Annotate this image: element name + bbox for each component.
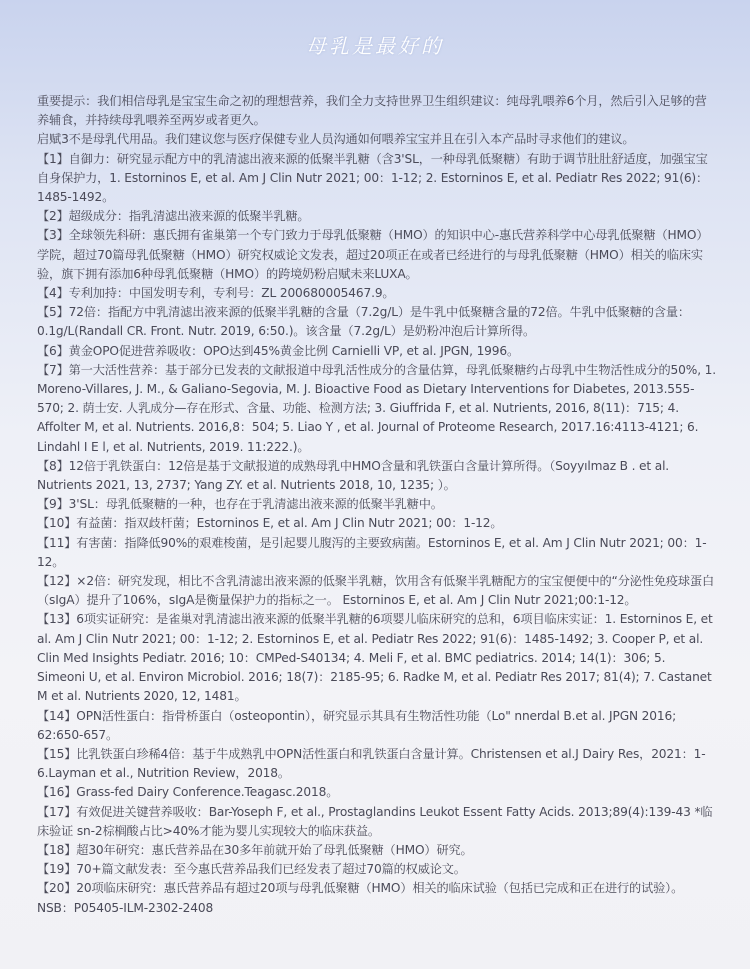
disclaimer-text-block <box>37 92 717 918</box>
footnote-16: 【16】Grass-fed Dairy Conference.Teagasc.2018。 <box>37 785 339 800</box>
footnote-18: 【18】超30年研究：惠氏营养品在30多年前就开始了母乳低聚糖（HMO）研究。 <box>37 842 473 857</box>
substitute-notice-paragraph: 启赋3不是母乳代用品。我们建议您与医疗保健专业人员沟通如何喂养宝宝并且在引入本产品时寻求他们的建议。 <box>37 132 635 147</box>
footnote-7: 【7】第一大活性营养：基于部分已发表的文献报道中母乳活性成分的含量估算，母乳低聚糖约占母乳中生物活性成分的50%, 1. Moreno-Villares, J. M., & Galiano-Segovia, M. J. Bioactive Food as Dietary Interventions for Diabetes, 2013.555-570; 2. 荫士安. 人乳成分—存在形式、含量、功能、检测方法; 3. Giuffrida F, et al. Nutrients, 2016, 8(11)：715; 4. Affolter M, et al. Nutrients. 2016,8：504; 5. Liao Y , et al. Journal of Proteome Research, 2017.16:4113-4121; 6. Lindahl I E l, et al. Nutrients, 2019. 11:222.)。 <box>37 362 716 454</box>
footnote-20: 【20】20项临床研究：惠氏营养品有超过20项与母乳低聚糖（HMO）相关的临床试验（包括已完成和正在进行的试验）。 <box>37 881 684 896</box>
footnote-12: 【12】×2倍：研究发现，相比不含乳清滤出液来源的低聚半乳糖，饮用含有低聚半乳糖配方的宝宝便便中的“分泌性免疫球蛋白（sIgA）提升了106%，sIgA是衡量保护力的指标之一。 Estorninos E, et al. Am J Clin Nutr 2021;00:1-12。 <box>37 574 715 608</box>
footnote-17: 【17】有效促进关键营养吸收：Bar-Yoseph F, et al., Prostaglandins Leukot Essent Fatty Acids. 2013;89(4):139-43 *临床验证 sn-2棕榈酸占比>40%才能为婴儿实现较大的临床获益。 <box>37 804 713 838</box>
slogan-title: 母乳是最好的 <box>306 34 444 58</box>
footnote-11: 【11】有害菌：指降低90%的艰难梭菌，是引起婴儿腹泻的主要致病菌。Estorninos E, et al. Am J Clin Nutr 2021; 00：1-12。 <box>37 535 707 569</box>
footnote-13: 【13】6项实证研究：是雀巢对乳清滤出液来源的低聚半乳糖的6项婴儿临床研究的总和，6项目临床实证：1. Estorninos E, et al. Am J Clin Nutr 2021; 00：1-12; 2. Estorninos E, et al. Pediatr Res 2022; 91(6)：1485-1492; 3. Cooper P, et al. Clin Med Insights Pediatr. 2016; 10：CMPed-S40134; 4. Meli F, et al. BMC pediatrics. 2014; 14(1)：306; 5. Simeoni U, et al. Environ Microbiol. 2016; 18(7)：2185-95; 6. Radke M, et al. Pediatr Res 2017; 81(4); 7. Castanet M et al. Nutrients 2020, 12, 1481。 <box>37 612 713 704</box>
footnote-9: 【9】3'SL：母乳低聚糖的一种，也存在于乳清滤出液来源的低聚半乳糖中。 <box>37 497 443 512</box>
footnote-10: 【10】有益菌：指双歧杆菌；Estorninos E, et al. Am J Clin Nutr 2021; 00：1-12。 <box>37 516 503 531</box>
nsb-code: NSB：P05405-ILM-2302-2408 <box>37 900 214 915</box>
footnote-2: 【2】超级成分：指乳清滤出液来源的低聚半乳糖。 <box>37 209 310 224</box>
footnote-19: 【19】70+篇文献发表：至今惠氏营养品我们已经发表了超过70篇的权威论文。 <box>37 862 466 877</box>
footnote-8: 【8】12倍于乳铁蛋白：12倍是基于文献报道的成熟母乳中HMO含量和乳铁蛋白含量计算所得。（Soyyılmaz B . et al. Nutrients 2021, 13, 2737; Yang ZY. et al. Nutrients 2018, 10, 1235; ）。 <box>37 458 670 493</box>
footnote-1: 【1】自御力：研究显示配方中的乳清滤出液来源的低聚半乳糖（含3'SL，一种母乳低聚糖）有助于调节肚肚舒适度，加强宝宝自身保护力，1. Estorninos E, et al. Am J Clin Nutr 2021; 00：1-12; 2. Estorninos E, et al. Pediatr Res 2022; 91(6)：1485-1492。 <box>37 151 709 205</box>
footnote-5: 【5】72倍：指配方中乳清滤出液来源的低聚半乳糖的含量（7.2g/L）是牛乳中低聚糖含量的72倍。牛乳中低聚糖的含量：0.1g/L(Randall CR. Front. Nutr. 2019, 6:50.)。该含量（7.2g/L）是奶粉冲泡后计算所得。 <box>37 305 690 339</box>
footnote-15: 【15】比乳铁蛋白珍稀4倍：基于牛成熟乳中OPN活性蛋白和乳铁蛋白含量计算。Christensen et al.J Dairy Res，2021：1-6.Layman et al., Nutrition Review，2018。 <box>37 746 706 781</box>
footnote-14: 【14】OPN活性蛋白：指骨桥蛋白（osteopontin），研究显示其具有生物活性功能（Lo" nnerdal B.et al. JPGN 2016; 62:650-657。 <box>37 708 677 742</box>
important-notice-paragraph: 重要提示：我们相信母乳是宝宝生命之初的理想营养，我们全力支持世界卫生组织建议：纯母乳喂养6个月，然后引入足够的营养辅食，并持续母乳喂养至两岁或者更久。 <box>37 94 707 128</box>
footnote-3: 【3】全球领先科研：惠氏拥有雀巢第一个专门致力于母乳低聚糖（HMO）的知识中心-惠氏营养科学中心母乳低聚糖（HMO）学院，超过70篇母乳低聚糖（HMO）研究权威论文发表，超过20项正在或者已经进行的与母乳低聚糖（HMO）相关的临床实验，旗下拥有添加6种母乳低聚糖（HMO）的跨境奶粉启赋未来LUXA。 <box>37 228 709 281</box>
footnote-6: 【6】黄金OPO促进营养吸收：OPO达到45%黄金比例 Carnielli VP, et al. JPGN, 1996。 <box>37 343 520 358</box>
footnote-4: 【4】专利加持：中国发明专利，专利号：ZL 200680005467.9。 <box>37 286 395 301</box>
